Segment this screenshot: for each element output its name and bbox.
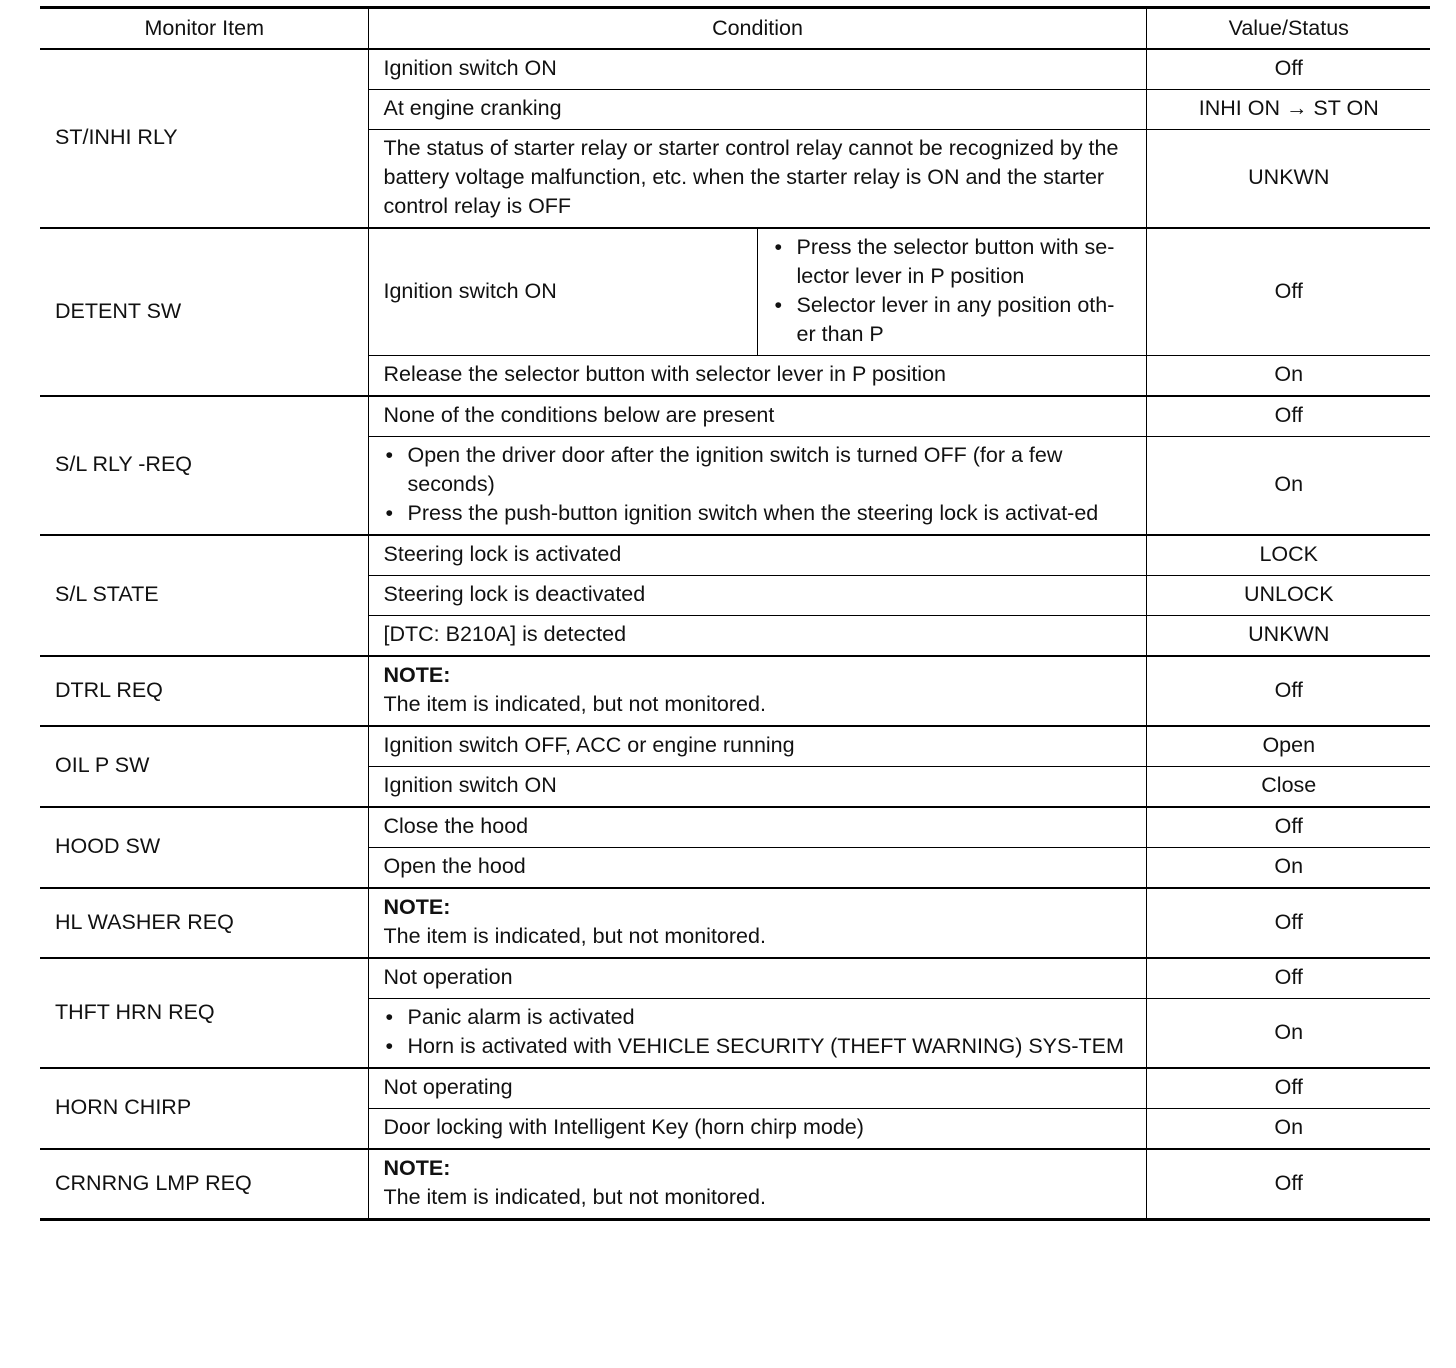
condition-cell: None of the conditions below are present <box>368 396 1146 437</box>
bullet-list <box>384 1003 1132 1061</box>
condition-cell: Ignition switch ON <box>368 767 1146 808</box>
table-row <box>40 1068 1430 1109</box>
header-monitor-item: Monitor Item <box>40 8 368 50</box>
value-cell: Off <box>1146 228 1430 356</box>
note-heading: NOTE: <box>383 895 451 919</box>
condition-cell: Steering lock is deactivated <box>368 576 1146 616</box>
table-row <box>40 535 1430 576</box>
monitor-item-cell: HOOD SW <box>40 807 368 888</box>
header-condition: Condition <box>368 8 1146 50</box>
monitor-item-cell: HORN CHIRP <box>40 1068 368 1149</box>
value-cell: On <box>1146 999 1430 1069</box>
monitor-item-cell: CRNRNG LMP REQ <box>40 1149 368 1220</box>
list-item: • Horn is activated with VEHICLE SECURITY (THEFT WARNING) SYS-TEM <box>384 1032 1132 1061</box>
table-row <box>40 49 1430 90</box>
value-cell: On <box>1146 356 1430 397</box>
table-row <box>40 958 1430 999</box>
value-cell: UNLOCK <box>1146 576 1430 616</box>
value-cell: Off <box>1146 396 1430 437</box>
list-item: • Panic alarm is activated <box>384 1003 1132 1032</box>
note-cell <box>368 656 1146 726</box>
condition-cell: Door locking with Intelligent Key (horn chirp mode) <box>368 1109 1146 1150</box>
value-cell: Off <box>1146 1149 1430 1220</box>
value-cell: LOCK <box>1146 535 1430 576</box>
value-cell: Off <box>1146 807 1430 848</box>
monitor-item-cell: DTRL REQ <box>40 656 368 726</box>
monitor-item-cell: S/L STATE <box>40 535 368 656</box>
table-row <box>40 656 1430 726</box>
condition-cell <box>368 437 1146 536</box>
list-item: • Press the selector button with se-lector lever in P position <box>773 233 1132 291</box>
table-row <box>40 228 1430 356</box>
value-cell: Off <box>1146 958 1430 999</box>
list-item: • Selector lever in any position oth-er than P <box>773 291 1132 349</box>
monitor-item-cell: HL WASHER REQ <box>40 888 368 958</box>
monitor-item-cell: ST/INHI RLY <box>55 125 178 149</box>
value-cell: Off <box>1146 49 1430 90</box>
condition-cell: Ignition switch OFF, ACC or engine running <box>368 726 1146 767</box>
monitor-item-cell: S/L RLY -REQ <box>40 396 368 535</box>
table-row <box>40 888 1430 958</box>
monitor-item-cell: THFT HRN REQ <box>40 958 368 1068</box>
sub-condition-cell <box>757 228 1146 356</box>
value-cell: INHI ON → ST ON <box>1146 90 1430 130</box>
note-text: The item is indicated, but not monitored. <box>383 924 766 948</box>
value-cell: Close <box>1146 767 1430 808</box>
value-cell: Off <box>1146 656 1430 726</box>
condition-cell: Close the hood <box>368 807 1146 848</box>
monitor-item-cell: OIL P SW <box>40 726 368 807</box>
value-cell: On <box>1146 848 1430 889</box>
note-heading: NOTE: <box>383 1156 451 1180</box>
condition-cell <box>368 999 1146 1069</box>
value-cell: On <box>1146 1109 1430 1150</box>
note-text: The item is indicated, but not monitored. <box>383 1185 766 1209</box>
note-heading: NOTE: <box>383 663 451 687</box>
table-header-row <box>40 8 1430 50</box>
header-value-status: Value/Status <box>1146 8 1430 50</box>
condition-cell: [DTC: B210A] is detected <box>368 616 1146 657</box>
monitor-item-cell: DETENT SW <box>40 228 368 396</box>
value-cell: Open <box>1146 726 1430 767</box>
value-cell: On <box>1146 437 1430 536</box>
condition-cell: The status of starter relay or starter control relay cannot be recognized by the battery voltage malfunction, etc. when the starter relay is ON and the starter control relay is OFF <box>368 130 1146 229</box>
bullet-list <box>384 441 1132 528</box>
list-item: • Press the push-button ignition switch when the steering lock is activat-ed <box>384 499 1132 528</box>
condition-cell: Open the hood <box>368 848 1146 889</box>
note-text: The item is indicated, but not monitored. <box>383 692 766 716</box>
value-cell: Off <box>1146 1068 1430 1109</box>
bullet-list <box>773 233 1132 349</box>
condition-cell: Release the selector button with selector lever in P position <box>368 356 1146 397</box>
monitor-item-table <box>40 6 1430 1221</box>
value-cell: UNKWN <box>1146 616 1430 657</box>
table-row <box>40 726 1430 767</box>
condition-cell: Not operation <box>368 958 1146 999</box>
table-row <box>40 1149 1430 1220</box>
note-cell <box>368 888 1146 958</box>
condition-cell: Steering lock is activated <box>368 535 1146 576</box>
list-item: • Open the driver door after the ignition switch is turned OFF (for a few seconds) <box>384 441 1132 499</box>
value-cell: UNKWN <box>1146 130 1430 229</box>
condition-cell: Ignition switch ON <box>368 49 1146 90</box>
condition-cell: Not operating <box>368 1068 1146 1109</box>
table-row <box>40 807 1430 848</box>
condition-cell: Ignition switch ON <box>368 228 757 356</box>
value-cell: Off <box>1146 888 1430 958</box>
table-row <box>40 396 1430 437</box>
note-cell <box>368 1149 1146 1220</box>
condition-cell: At engine cranking <box>368 90 1146 130</box>
